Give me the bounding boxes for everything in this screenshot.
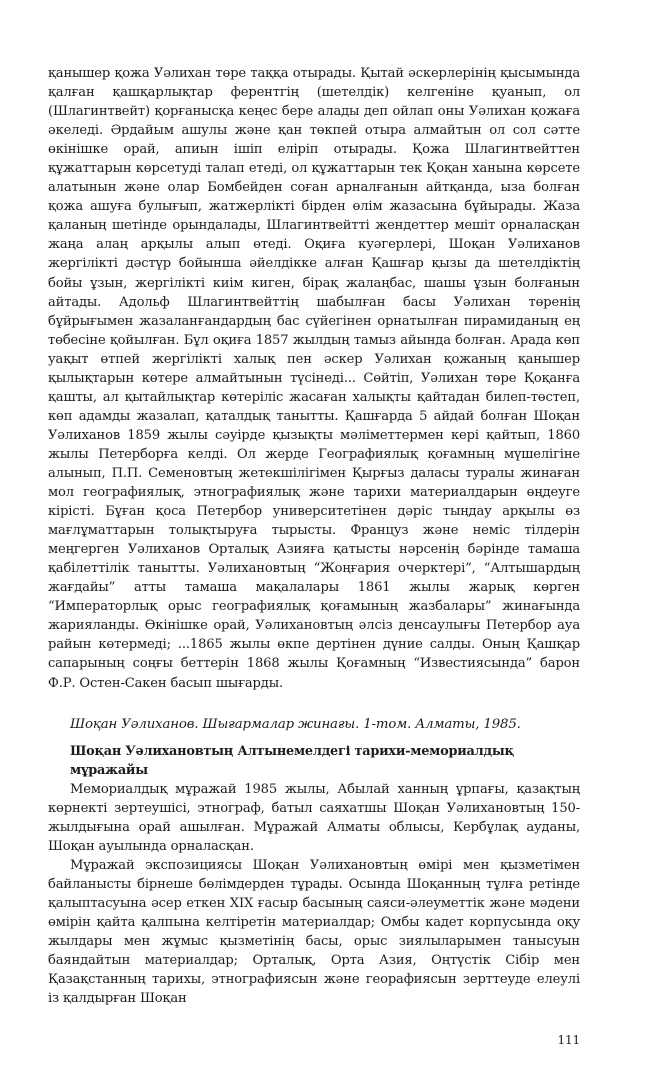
- museum-paragraph: Мемориалдық мұражай 1985 жылы, Абылай ханның ұрпағы, қазақтың көрнекті зертеушісі, этнограф, батыл саяхатшы Шоқан Уәлихановтың 150-жылдығына орай ашылған. Мұражай Алматы облысы, Кербұлақ ауданы, Шоқан ауылында орналасқан.: [48, 781, 580, 854]
- exposition-paragraph: Мұражай экспозициясы Шоқан Уәлихановтың өмірі мен қызметімен байланысты бірнеше бөлімдерден тұрады. Осында Шоқанның тұлға ретінде қалыптасуына әсер еткен XIX ғасыр басының саяси-әлеуметтік және мәдени өмірін қайта қалпына келтіретін материалдар; Омбы кадет корпусында оқу жылдары мен жұмыс қызметінің басы, орыс зиялыларымен танысуын баяндайтын материалдар; Орталық, Орта Азия, Оңтүстік Сібір мен Қазақстанның тарихы, этнографиясын және георафиясын зерттеуде елеулі із қалдырған Шоқан: [48, 857, 580, 1007]
- section-heading: Шоқан Уәлихановтың Алтынемелдегі тарихи-мемориалдық мұражайы: [70, 743, 514, 778]
- source-citation: Шоқан Уәлиханов. Шығармалар жинағы. 1-том. Алматы, 1985.: [70, 716, 521, 732]
- page-number: 111: [557, 1033, 580, 1048]
- intro-paragraph: қанышер қожа Уәлихан төре таққа отырады. Қытай әскерлерінің қысымында қалған қашқарлықтар ферентгің (шетелдік) келгеніне қуанып, ол (Шлагинтвейт) қорғанысқа кеңес бере алады деп ойлап оны Уәлихан қожаға әкеледі. Әрдайым ашулы және қан төкпей отыра алмайтын ол сол сәтте өкінішке орай, апиын ішіп еліріп отырады. Қожа Шлагинтвейттен құжаттарын көрсетуді талап етеді, ол құжаттарын тек Қоқан ханына көрсете алатынын және олар Бомбейден соған арналғанын айтқанда, ыза болған қожа ашуға булығып, жатжерлікті бірден өлім жазасына бұйырады. Жаза қаланың шетінде орындалады, Шлагинтвейтті жендеттер мешіт орналасқан жаңа алаң арқылы алып өтеді. Оқиға куәгерлері, Шоқан Уәлиханов жергілікті дәстүр бойынша әйелдікке алған Қашғар қызы да шетелдіктің бойы ұзын, жергілікті киім киген, бірақ жалаңбас, шашы ұзын болғанын айтады. Адольф Шлагинтвейттің шабылған басы Уәлихан төренің бұйрығымен жазаланғандардың бас сүйегінен орнатылған пирамиданың ең төбесіне қойылған. Бұл оқиға 1857 жылдың тамыз айында болған. Арада көп уақыт өтпей жергілікті халық пен әскер Уәлихан қожаның қанышер қылықтарын көтере алмайтынын түсінеді... Сөйтіп, Уәлихан төре Қоқанға қашты, ал қытайлықтар көтеріліс жасаған халықты қайтадан билеп-төстеп, көп адамды жазалап, қаталдық танытты. Қашғарда 5 айдай болған Шоқан Уәлиханов 1859 жылы сәуірде қызықты мәліметтермен кері қайтып, 1860 жылы Петерборға келді. Ол жерде Географиялық қоғамның мүшелігіне алынып, П.П. Семеновтың жетекшілігімен Қырғыз даласы туралы жинаған мол географиялық, этнографиялық және тарихи материалдарын өңдеуге кірісті. Бұған қоса Петербор университетінен дәріс тыңдау арқылы өз мағлұматтарын толықтыруға тырысты. Француз және неміс тілдерін меңгерген Уәлиханов Орталық Азияға қатысты нәрсенің бәрінде тамаша қабілеттілік танытты. Уәлихановтың “Жоңғария очерктері”, “Алтышардың жағдайы” атты тамаша мақалалары 1861 жылы жарық көрген “Императорлық орыс географиялық қоғамының жазбалары” жинағында жарияланды. Өкінішке орай, Уәлихановтың әлсіз денсаулығы Петербор ауа райын көтермеді; ...1865 жылы өкпе дертінен дүние салды. Оның Қашқар сапарының соңғы беттерін 1868 жылы Қоғамның “Известиясында” барон Ф.Р. Остен-Сакен басып шығарды.: [48, 66, 580, 691]
